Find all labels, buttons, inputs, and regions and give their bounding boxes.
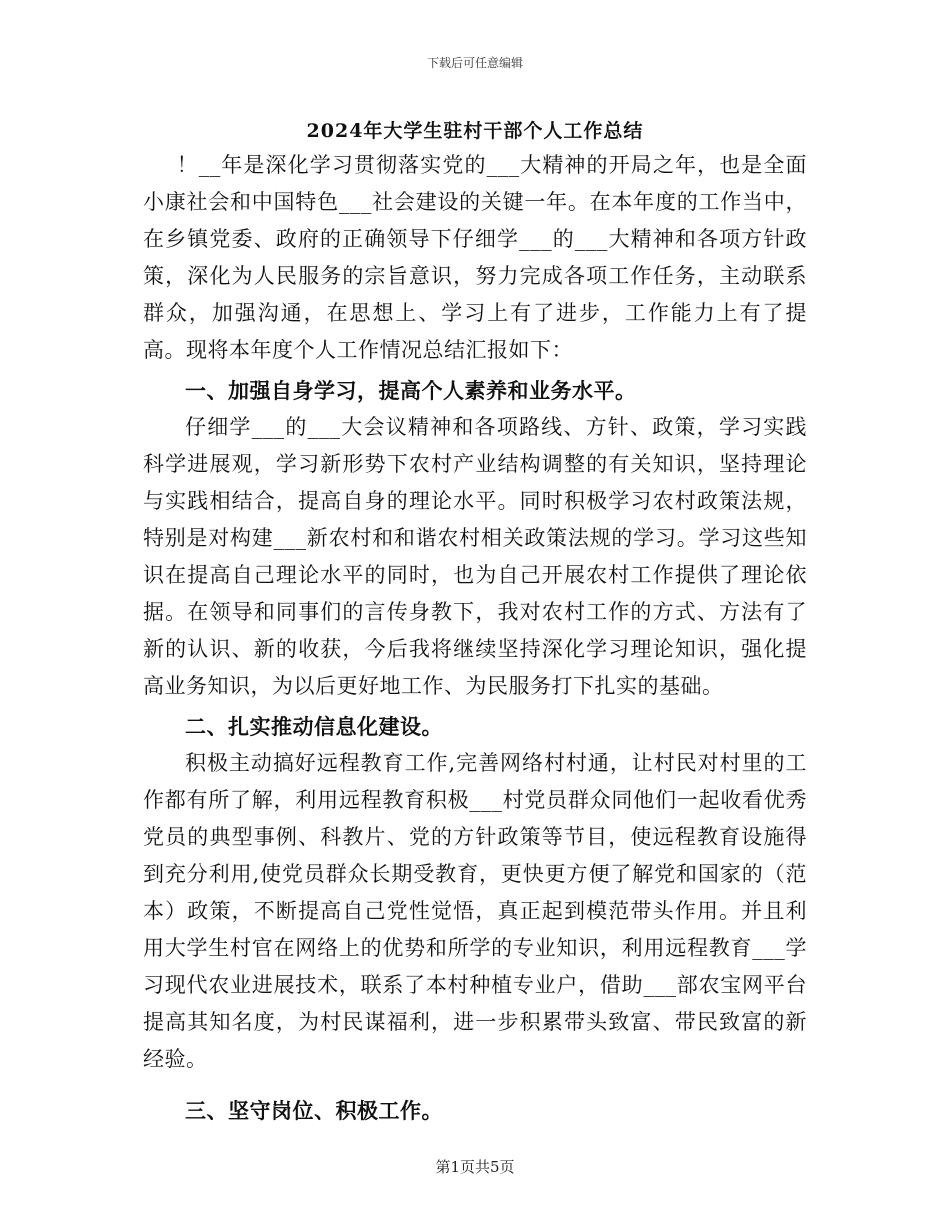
document-body: [143, 147, 807, 1129]
header-note: 下载后可任意编辑: [426, 56, 523, 70]
section-2-paragraph: 积极主动搞好远程教育工作,完善网络村村通，让村民对村里的工作都有所了解，利用远程教育积极___村党员群众同他们一起收看优秀党员的典型事例、科教片、党的方针政策等节目，使远程教育设施得到充分利用,使党员群众长期受教育，更快更方便了解党和国家的（范本）政策，不断提高自己党性觉悟，真正起到模范带头作用。并且利用大学生村官在网络上的优势和所学的专业知识，利用远程教育___学习现代农业进展技术，联系了本村种植专业户，借助___部农宝网平台提高其知名度，为村民谋福利，进一步积累带头致富、带民致富的新经验。: [143, 751, 807, 1071]
section-3-heading: 三、坚守岗位、积极工作。: [185, 1098, 443, 1123]
document-title: 2024年大学生驻村干部个人工作总结: [306, 120, 644, 142]
section-1-heading: 一、加强自身学习，提高个人素养和业务水平。: [185, 378, 637, 403]
section-1-paragraph: 仔细学___的___大会议精神和各项路线、方针、政策，学习实践科学进展观，学习新形势下农村产业结构调整的有关知识，坚持理论与实践相结合，提高自身的理论水平。同时积极学习农村政策法规，特别是对构建___新农村和和谐农村相关政策法规的学习。学习这些知识在提高自己理论水平的同时，也为自己开展农村工作提供了理论依据。在领导和同事们的言传身教下，我对农村工作的方式、方法有了新的认识、新的收获，今后我将继续坚持深化学习理论知识，强化提高业务知识，为以后更好地工作、为民服务打下扎实的基础。: [143, 415, 807, 698]
section-2-heading: 二、扎实推动信息化建设。: [185, 714, 443, 739]
intro-paragraph: ！__年是深化学习贯彻落实党的___大精神的开局之年，也是全面小康社会和中国特色___社会建设的关键一年。在本年度的工作当中，在乡镇党委、政府的正确领导下仔细学___的___大精神和各项方针政策，深化为人民服务的宗旨意识，努力完成各项工作任务，主动联系群众，加强沟通，在思想上、学习上有了进步，工作能力上有了提高。现将本年度个人工作情况总结汇报如下：: [143, 153, 807, 362]
page-footer: 第1页共5页: [435, 1158, 515, 1176]
